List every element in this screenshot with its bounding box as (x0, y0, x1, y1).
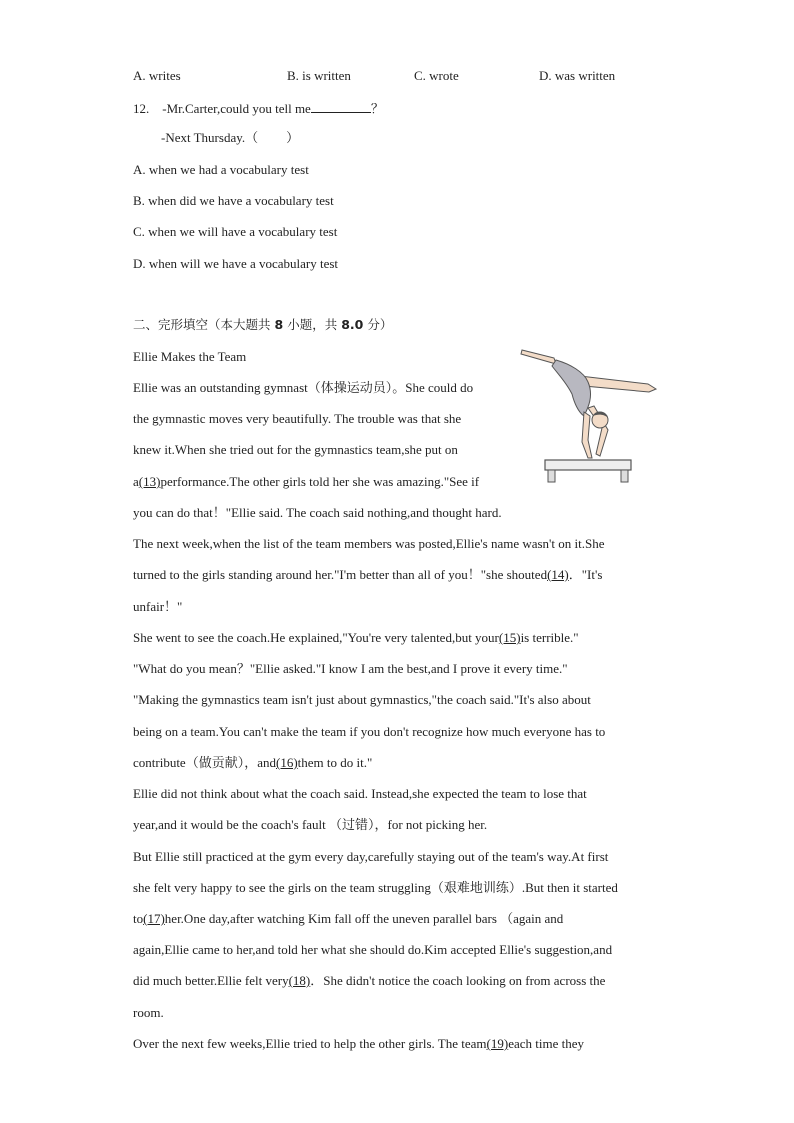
blank-13: (13) (138, 474, 161, 489)
section-heading: 二、完形填空（本大题共 8 小题，共 8.0 分） (133, 317, 393, 332)
passage-line: year,and it would be the coach's fault （过错），for not picking her. (133, 817, 488, 832)
blank-19: (19) (486, 1036, 509, 1051)
passage-line: did much better.Ellie felt very(18)．She didn't notice the coach looking on from across the (133, 973, 606, 988)
passage-line: being on a team.You can't make the team if you don't recognize how much everyone has to (133, 724, 606, 739)
q11-option-b: B. is written (287, 68, 351, 83)
q12-option-d: D. when will we have a vocabulary test (133, 256, 339, 271)
q12-option-b: B. when did we have a vocabulary test (133, 193, 334, 208)
passage-line: "Making the gymnastics team isn't just about gymnastics,"the coach said."It's also about (133, 692, 591, 707)
blank-15: (15) (498, 630, 521, 645)
passage-line: The next week,when the list of the team members was posted,Ellie's name wasn't on it.She (133, 536, 605, 551)
passage-line: "What do you mean？"Ellie asked."I know I am the best,and I prove it every time." (133, 661, 568, 676)
passage-line: unfair！" (133, 599, 183, 614)
q12-option-c: C. when we will have a vocabulary test (133, 224, 338, 239)
leg-right (580, 376, 656, 392)
q11-option-d: D. was written (539, 68, 616, 83)
passage-line: the gymnastic moves very beautifully. The trouble was that she (133, 411, 462, 426)
question-number: 12. (133, 101, 150, 116)
leg-left (521, 350, 556, 364)
blank-16: (16) (275, 755, 298, 770)
leotard (552, 360, 591, 416)
passage-title: Ellie Makes the Team (133, 349, 247, 364)
beam-leg-right (621, 470, 628, 482)
passage-line: But Ellie still practiced at the gym every day,carefully staying out of the team's way.At first (133, 849, 609, 864)
answer-blank (311, 100, 371, 113)
passage-line: a(13)performance.The other girls told her she was amazing."See if (133, 474, 480, 489)
passage-line: you can do that！"Ellie said. The coach said nothing,and thought hard. (133, 505, 502, 520)
q12-answer-line: -Next Thursday.（ ） (161, 130, 300, 145)
passage-line: room. (133, 1005, 164, 1020)
q12-stem: 12. -Mr.Carter,could you tell me ？ (133, 101, 384, 116)
arm-left (582, 412, 592, 458)
passage-line: Ellie did not think about what the coach said. Instead,she expected the team to lose that (133, 786, 587, 801)
passage-line: Ellie was an outstanding gymnast（体操运动员）。She could do (133, 380, 474, 395)
beam-top (545, 460, 631, 470)
blank-17: (17) (143, 911, 165, 926)
passage-line: knew it.When she tried out for the gymnastics team,she put on (133, 442, 458, 457)
passage-line: contribute（做贡献），and(16)them to do it." (133, 755, 373, 770)
passage-line: to(17)her.One day,after watching Kim fall off the uneven parallel bars （again and (133, 911, 564, 926)
passage-line: She went to see the coach.He explained,"You're very talented,but your(15)is terrible." (133, 630, 579, 645)
q11-option-c: C. wrote (414, 68, 459, 83)
passage-line: turned to the girls standing around her."I'm better than all of you！"she shouted(14)．"It's (133, 567, 603, 582)
passage-line: Over the next few weeks,Ellie tried to help the other girls. The team(19)each time they (133, 1036, 585, 1051)
gymnast-illustration (518, 342, 660, 484)
passage-line: again,Ellie came to her,and told her what she should do.Kim accepted Ellie's suggestion,and (133, 942, 613, 957)
passage-line: she felt very happy to see the girls on the team struggling（艰难地训练）.But then it started (133, 880, 618, 895)
q11-option-a: A. writes (133, 68, 181, 83)
blank-14: (14) (547, 567, 569, 582)
beam-leg-left (548, 470, 555, 482)
q12-option-a: A. when we had a vocabulary test (133, 162, 309, 177)
blank-18: (18) (288, 973, 311, 988)
